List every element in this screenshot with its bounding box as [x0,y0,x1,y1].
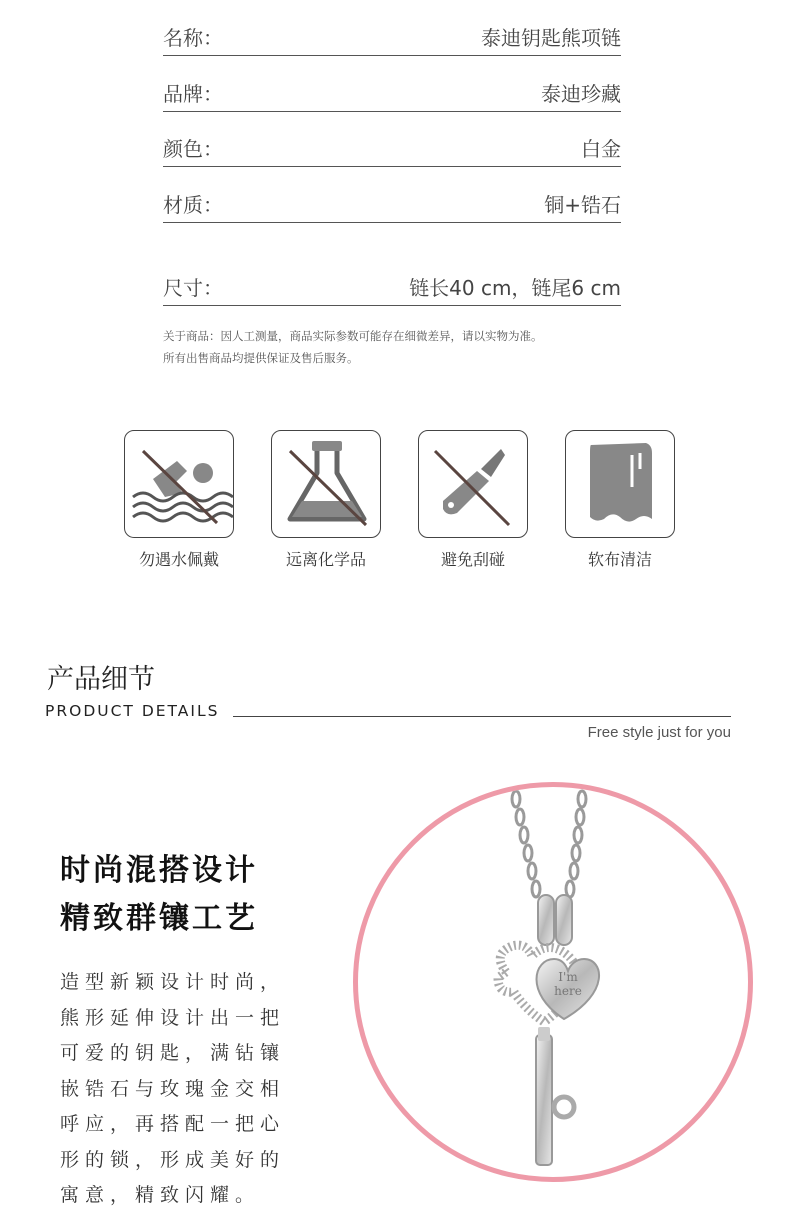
care-card-swimming [124,430,234,538]
care-card-scratch [418,430,528,538]
feature-headline-1: 时尚混搭设计 [60,853,258,888]
care-label: 软布清洁 [587,550,652,569]
care-label: 远离化学品 [285,550,366,569]
measurement-note: 关于商品：因人工测量，商品实际参数可能存在细微差异，请以实物为准。 [163,329,543,343]
no-swimming-icon [125,431,235,539]
spec-row-color [163,136,621,167]
spec-value: 链长40 cm，链尾6 cm [409,276,621,300]
care-label: 勿遇水佩戴 [138,550,219,569]
spec-value: 泰迪钥匙熊项链 [481,26,621,50]
soft-cloth-icon [566,431,676,539]
spec-label: 名称： [163,26,223,50]
spec-label: 尺寸： [163,276,223,300]
spec-value: 泰迪珍藏 [541,82,621,106]
care-card-cloth [565,430,675,538]
spec-label: 材质： [163,193,223,217]
care-label: 避免刮碰 [440,550,505,569]
feature-description: 造型新颖设计时尚，熊形延伸设计出一把可爱的钥匙，满钻镶嵌锆石与玫瑰金交相呼应，再搭配一把心形的锁，形成美好的寓意，精致闪耀。 [60,971,286,1206]
service-note: 所有出售商品均提供保证及售后服务。 [163,351,359,365]
engraving-text-1: I'm [558,970,578,984]
necklace-image [358,787,748,1177]
spec-label: 品牌： [163,82,223,106]
section-title: 产品细节 [47,664,155,695]
feature-headline-2: 精致群镶工艺 [60,901,258,936]
spec-row-name [163,25,621,56]
no-scratch-icon [419,431,529,539]
care-card-chemicals [271,430,381,538]
spec-row-material [163,192,621,223]
section-divider [233,716,731,717]
spec-row-brand [163,81,621,112]
spec-row-size [163,275,621,306]
spec-value: 铜+锆石 [544,193,621,217]
engraving-text-2: here [554,984,582,998]
spec-value: 白金 [581,137,621,161]
section-subtitle: PRODUCT DETAILS [45,702,220,720]
section-tagline: Free style just for you [587,724,731,741]
spec-label: 颜色： [163,137,223,161]
product-image-frame [353,782,753,1182]
no-chemicals-icon [272,431,382,539]
